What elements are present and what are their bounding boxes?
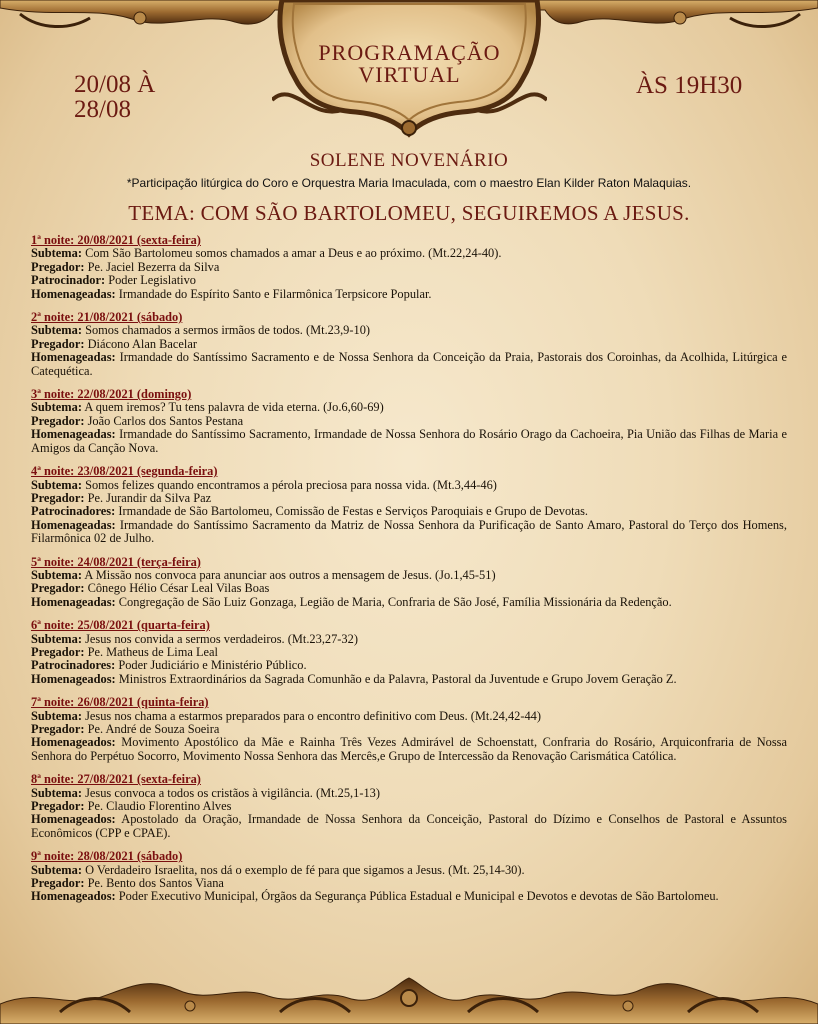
patrocinador-label: Patrocinadores: xyxy=(31,658,116,673)
night-entry xyxy=(31,773,787,840)
night-title: 1ª noite: 20/08/2021 (sexta-feira) xyxy=(31,233,201,247)
patrocinador-label: Patrocinador: xyxy=(31,273,106,288)
subtema-label: Subtema: xyxy=(31,477,82,492)
bottom-ornament-border xyxy=(0,968,818,1024)
night-title: 6ª noite: 25/08/2021 (quarta-feira) xyxy=(31,618,210,633)
homenageados-text: Irmandade do Santíssimo Sacramento e de Nossa Senhora da Conceição da Praia, Pastorais dos Coroinhas, da Acolhida, Litúrgica e Catequética. xyxy=(31,350,787,378)
date-range: 20/08 À 28/08 xyxy=(74,71,156,123)
homenageados-text: Apostolado da Oração, Irmandade de Nossa Senhora da Conceição, Pastoral do Dízimo e Conselhos de Pastoral e Assuntos Econômicos (CPP e CPAE). xyxy=(31,812,787,840)
subtema-text: Jesus nos convida a sermos verdadeiros. (Mt.23,27-32) xyxy=(85,631,358,646)
night-title: 3ª noite: 22/08/2021 (domingo) xyxy=(31,387,192,402)
pregador-label: Pregador: xyxy=(31,722,85,736)
subtitle: SOLENE NOVENÁRIO xyxy=(309,150,509,171)
homenageados-text: Irmandade do Santíssimo Sacramento, Irmandade de Nossa Senhora do Rosário Orago da Cachoeira, Pia União das Filhas de Maria e Amigos da Canção Nova. xyxy=(31,427,787,455)
homenageados-text: Ministros Extraordinários da Sagrada Comunhão e da Palavra, Pastoral da Juventude e Grupo Jovem Geração Z. xyxy=(118,671,677,686)
homenageados-label: Homenageados: xyxy=(31,671,116,686)
homenageados-text: Movimento Apostólico da Mãe e Rainha Três Vezes Admirável de Schoenstatt, Confraria do Rosário, Arquiconfraria de Nossa Senhora do Perpétuo Socorro, Movimento Nossa Senhora das Mercês,e Grupo de Intercessão da Renovação Carismática Católica. xyxy=(31,735,787,763)
homenageados-label: Homenageadas: xyxy=(31,594,116,609)
subtema-label: Subtema: xyxy=(31,323,82,338)
subtema-text: O Verdadeiro Israelita, nos dá o exemplo de fé para que sigamos a Jesus. (Mt. 25,14-30). xyxy=(85,862,525,877)
subtema-text: A quem iremos? Tu tens palavra de vida eterna. (Jo.6,60-69) xyxy=(84,400,384,415)
event-time: ÀS 19H30 xyxy=(636,72,743,99)
pregador-text: Pe. Jaciel Bezerra da Silva xyxy=(87,259,220,274)
pregador-label: Pregador: xyxy=(31,876,85,891)
subtema-label: Subtema: xyxy=(31,400,82,415)
night-entry xyxy=(31,619,787,686)
night-title: 5ª noite: 24/08/2021 (terça-feira) xyxy=(31,554,201,569)
nights-list xyxy=(31,234,787,904)
program-title-line2: VIRTUAL xyxy=(358,62,461,87)
pregador-text: Pe. Matheus de Lima Leal xyxy=(87,644,218,659)
pregador-text: Pe. Jurandir da Silva Paz xyxy=(87,490,212,505)
night-entry xyxy=(31,696,787,763)
pregador-text: João Carlos dos Santos Pestana xyxy=(87,413,244,428)
subtema-label: Subtema: xyxy=(31,708,82,723)
night-entry xyxy=(31,388,787,455)
homenageados-text: Irmandade do Santíssimo Sacramento da Matriz de Nossa Senhora da Purificação de Santo Amaro, Pastoral do Terço dos Homens, Filarmônica 02 de Julho. xyxy=(31,517,787,546)
night-entry xyxy=(31,556,787,610)
homenageados-label: Homenageados: xyxy=(31,889,116,904)
pregador-label: Pregador: xyxy=(31,490,85,505)
night-entry xyxy=(31,850,787,904)
night-title: 8ª noite: 27/08/2021 (sexta-feira) xyxy=(31,772,201,787)
pregador-label: Pregador: xyxy=(31,644,85,659)
homenageados-text: Irmandade do Espírito Santo e Filarmônica Terpsicore Popular. xyxy=(118,286,432,301)
patrocinador-text: Irmandade de São Bartolomeu, Comissão de Festas e Serviços Paroquiais e Grupo de Devotas. xyxy=(118,504,589,519)
night-entry xyxy=(31,234,787,301)
homenageados-text: Poder Executivo Municipal, Órgãos da Segurança Pública Estadual e Municipal e Devotos e devotas de São Bartolomeu. xyxy=(118,889,719,904)
homenageados-label: Homenageadas: xyxy=(31,350,116,365)
subtema-text: Jesus nos chama a estarmos preparados para o encontro definitivo com Deus. (Mt.24,42-44) xyxy=(85,708,541,723)
pregador-text: Pe. André de Souza Soeira xyxy=(87,722,220,736)
homenageados-label: Homenageadas: xyxy=(31,286,116,301)
subtema-text: Somos felizes quando encontramos a pérola preciosa para nossa vida. (Mt.3,44-46) xyxy=(85,477,497,492)
night-title: 7ª noite: 26/08/2021 (quinta-feira) xyxy=(31,695,209,710)
homenageados-label: Homenageados: xyxy=(31,812,116,827)
program-title-line1: PROGRAMAÇÃO xyxy=(318,40,501,65)
pregador-label: Pregador: xyxy=(31,413,85,428)
patrocinador-text: Poder Judiciário e Ministério Público. xyxy=(118,658,307,673)
pregador-label: Pregador: xyxy=(31,336,85,351)
subtema-label: Subtema: xyxy=(31,567,82,582)
night-title: 4ª noite: 23/08/2021 (segunda-feira) xyxy=(31,464,218,479)
theme-heading: TEMA: COM SÃO BARTOLOMEU, SEGUIREMOS A JESUS. xyxy=(128,201,690,225)
homenageados-label: Homenageadas: xyxy=(31,517,116,532)
participation-note: *Participação litúrgica do Coro e Orquestra Maria Imaculada, com o maestro Elan Kilder Raton Malaquias. xyxy=(126,176,692,190)
pregador-text: Pe. Claudio Florentino Alves xyxy=(87,799,232,814)
pregador-label: Pregador: xyxy=(31,799,85,814)
subtema-label: Subtema: xyxy=(31,246,82,261)
patrocinador-label: Patrocinadores: xyxy=(31,504,116,519)
subtema-text: Somos chamados a sermos irmãos de todos. (Mt.23,9-10) xyxy=(85,323,371,338)
subtema-label: Subtema: xyxy=(31,785,82,800)
night-title: 2ª noite: 21/08/2021 (sábado) xyxy=(31,310,183,325)
subtema-text: Com São Bartolomeu somos chamados a amar a Deus e ao próximo. (Mt.22,24-40). xyxy=(85,246,502,261)
night-title: 9ª noite: 28/08/2021 (sábado) xyxy=(31,849,183,864)
homenageados-text: Congregação de São Luiz Gonzaga, Legião de Maria, Confraria de São José, Família Missionária da Redenção. xyxy=(118,594,672,609)
subtema-label: Subtema: xyxy=(31,631,82,646)
homenageados-label: Homenageados: xyxy=(31,735,116,750)
pregador-text: Pe. Bento dos Santos Viana xyxy=(87,876,224,891)
subtema-label: Subtema: xyxy=(31,862,82,877)
patrocinador-text: Poder Legislativo xyxy=(108,273,196,288)
subtema-text: A Missão nos convoca para anunciar aos outros a mensagem de Jesus. (Jo.1,45-51) xyxy=(84,567,496,582)
pregador-label: Pregador: xyxy=(31,581,85,596)
night-entry xyxy=(31,465,787,545)
homenageados-label: Homenageadas: xyxy=(31,427,116,442)
pregador-text: Diácono Alan Bacelar xyxy=(87,336,197,351)
pregador-text: Cônego Hélio César Leal Vilas Boas xyxy=(87,581,270,596)
subtema-text: Jesus convoca a todos os cristãos à vigilância. (Mt.25,1-13) xyxy=(85,785,380,800)
night-entry xyxy=(31,311,787,378)
pregador-label: Pregador: xyxy=(31,259,85,274)
